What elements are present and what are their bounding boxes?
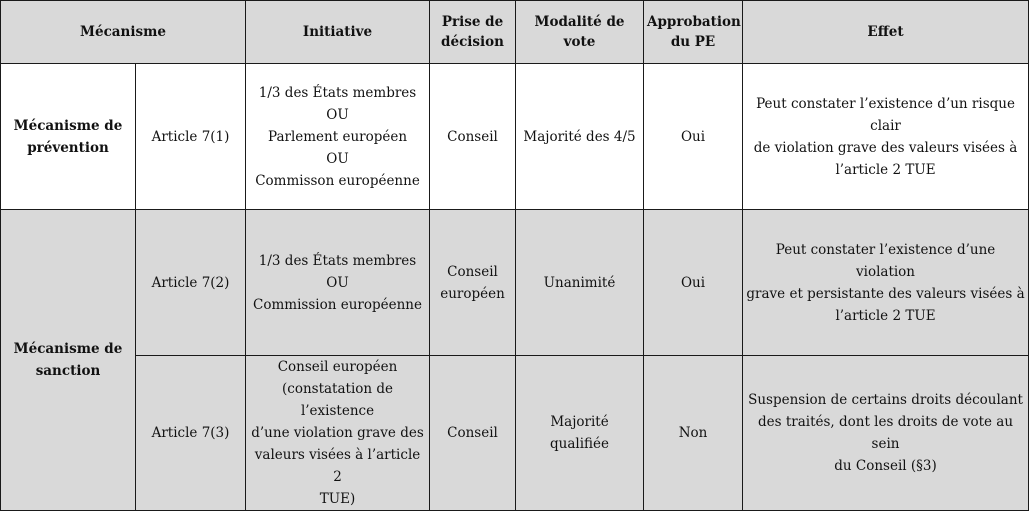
initiative-line: 1/3 des États membres — [258, 252, 417, 269]
approval-cell: Non — [644, 356, 743, 511]
header-approbation-line1: Approbation — [647, 14, 741, 30]
vote-cell: Unanimité — [516, 210, 644, 356]
table-row-sanction-article-7-2 — [1, 210, 1029, 356]
header-initiative: Initiative — [246, 1, 430, 64]
initiative-cell — [246, 210, 430, 356]
decision-line: Conseil — [447, 263, 498, 280]
header-row — [1, 1, 1029, 64]
table-row-sanction-article-7-3 — [1, 356, 1029, 511]
effect-line: du Conseil (§3) — [834, 458, 937, 474]
initiative-line: 1/3 des États membres — [258, 84, 417, 101]
header-effet: Effet — [743, 1, 1029, 64]
effect-line: l’article 2 TUE — [835, 307, 936, 324]
mechanism-prevention-line1: Mécanisme de — [13, 117, 123, 134]
initiative-line: Parlement européen — [267, 128, 408, 145]
approval-cell: Oui — [644, 210, 743, 356]
decision-cell: Conseil — [430, 64, 516, 210]
initiative-line: Commisson européenne — [255, 172, 420, 189]
initiative-cell — [246, 356, 430, 511]
effect-cell — [743, 210, 1029, 356]
initiative-line: OU — [326, 150, 349, 167]
mechanism-prevention-cell — [1, 64, 136, 210]
effect-line: l’article 2 TUE — [835, 161, 936, 178]
header-mecanisme: Mécanisme — [1, 1, 246, 64]
header-approbation-du-pe — [644, 1, 743, 64]
effect-line: Peut constater l’existence d’un risque clair — [756, 95, 1015, 134]
effect-line: des traités, dont les droits de vote au sein — [757, 414, 1014, 452]
initiative-line: (constatation de l’existence — [282, 381, 394, 419]
initiative-line: valeurs visées à l’article 2 — [254, 447, 421, 485]
mechanism-sanction-line1: Mécanisme de — [13, 341, 123, 357]
approval-cell: Oui — [644, 64, 743, 210]
header-modalite-de-vote: Modalité de vote — [516, 1, 644, 64]
initiative-line: OU — [326, 106, 349, 123]
vote-cell: Majorité qualifiée — [516, 356, 644, 511]
initiative-line: Conseil européen — [277, 359, 398, 375]
initiative-line: TUE) — [319, 491, 356, 507]
initiative-cell — [246, 64, 430, 210]
decision-line: européen — [440, 285, 505, 302]
header-prise-de-decision-line2: décision — [441, 34, 504, 50]
effect-line: Suspension de certains droits découlant — [748, 392, 1023, 408]
table-row-prevention — [1, 64, 1029, 210]
effect-line: grave et persistante des valeurs visées à — [746, 285, 1025, 302]
effect-cell — [743, 356, 1029, 511]
article-cell: Article 7(2) — [136, 210, 246, 356]
effect-cell — [743, 64, 1029, 210]
mechanism-sanction-line2: sanction — [35, 363, 101, 379]
initiative-line: Commission européenne — [253, 296, 422, 313]
article-cell: Article 7(3) — [136, 356, 246, 511]
header-approbation-line2: du PE — [670, 34, 716, 50]
mechanism-sanction-cell — [1, 210, 136, 511]
article-cell: Article 7(1) — [136, 64, 246, 210]
decision-cell — [430, 210, 516, 356]
effect-line: Peut constater l’existence d’une violation — [775, 241, 996, 280]
mechanism-prevention-line2: prévention — [27, 139, 109, 156]
vote-cell: Majorité des 4/5 — [516, 64, 644, 210]
decision-cell: Conseil — [430, 356, 516, 511]
initiative-line: d’une violation grave des — [251, 425, 424, 441]
effect-line: de violation grave des valeurs visées à — [753, 139, 1018, 156]
header-prise-de-decision-line1: Prise de — [441, 14, 504, 30]
header-prise-de-decision — [430, 1, 516, 64]
initiative-line: OU — [326, 274, 349, 291]
